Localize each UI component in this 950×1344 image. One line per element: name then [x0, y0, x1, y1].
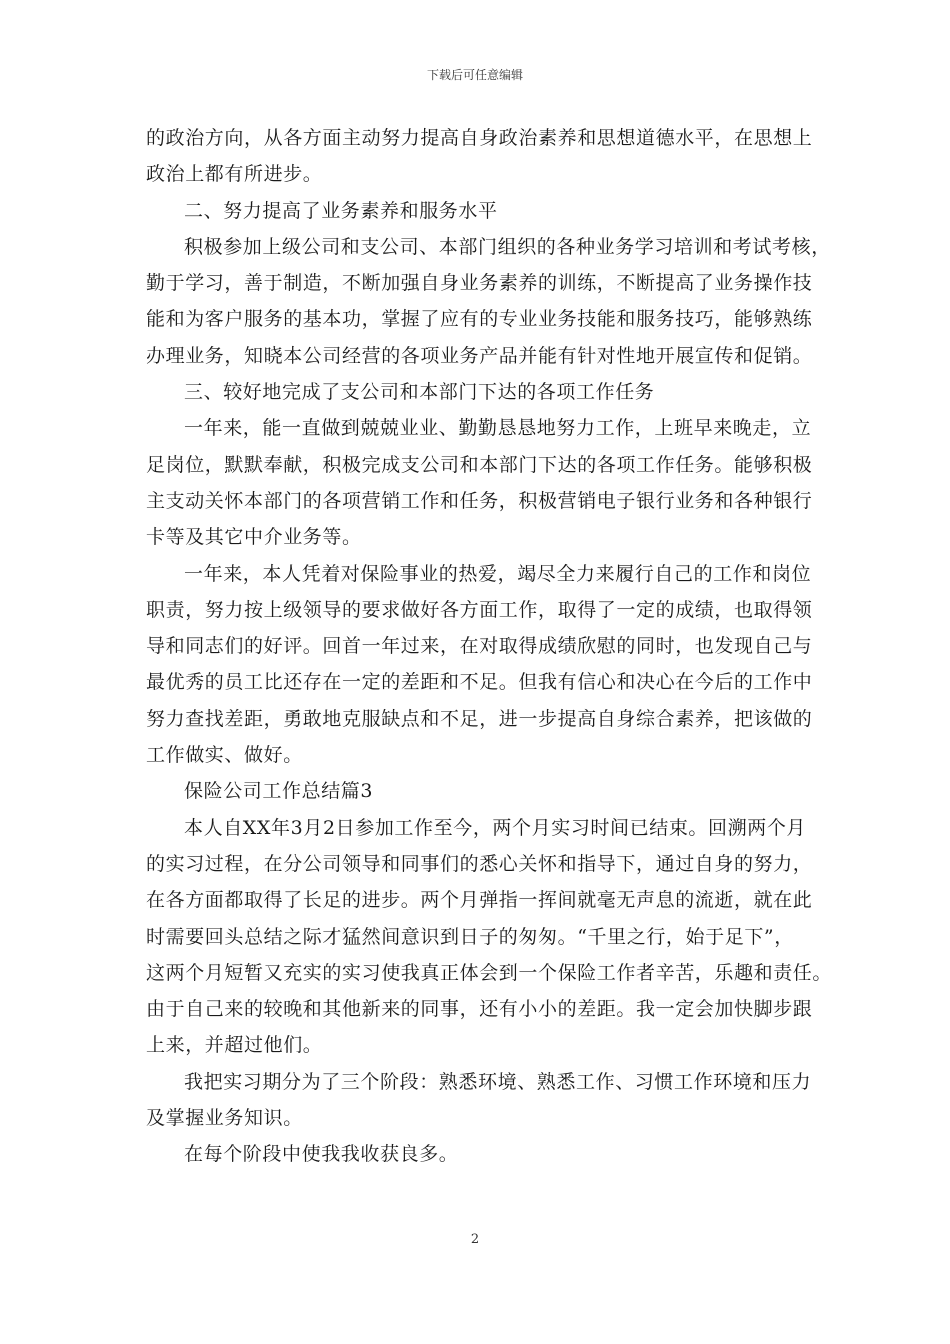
text-line: 的政治方向，从各方面主动努力提高自身政治素养和思想道德水平，在思想上: [146, 127, 813, 149]
page-number: 2: [470, 1232, 480, 1247]
text-line: 在各方面都取得了长足的进步。两个月弹指一挥间就毫无声息的流逝，就在此: [146, 889, 813, 912]
text-line: 足岗位，默默奉献，积极完成支公司和本部门下达的各项工作任务。能够积极: [146, 453, 813, 476]
text-line: 最优秀的员工比还存在一定的差距和不足。但我有信心和决心在今后的工作中: [146, 671, 813, 694]
page-header-note: 下载后可任意编辑: [426, 68, 523, 82]
text-line: 卡等及其它中介业务等。: [146, 526, 362, 549]
text-line: 能和为客户服务的基本功，掌握了应有的专业业务技能和服务技巧，能够熟练: [146, 308, 813, 331]
text-line: 一年来，能一直做到兢兢业业、勤勤恳恳地努力工作，上班早来晚走，立: [184, 417, 812, 440]
text-line: 本人自XX年3月2日参加工作至今，两个月实习时间已结束。回溯两个月: [184, 816, 807, 839]
text-line: 二、努力提高了业务素养和服务水平: [184, 199, 498, 222]
text-line: 办理业务，知晓本公司经营的各项业务产品并能有针对性地开展宣传和促销。: [146, 344, 813, 367]
text-line: 三、较好地完成了支公司和本部门下达的各项工作任务: [184, 381, 655, 404]
text-line: 政治上都有所进步。: [146, 163, 323, 186]
text-line: 努力查找差距，勇敢地克服缺点和不足，进一步提高自身综合素养，把该做的: [146, 707, 813, 730]
text-line: 积极参加上级公司和支公司、本部门组织的各种业务学习培训和考试考核，: [184, 235, 831, 258]
text-line: 上来，并超过他们。: [146, 1034, 323, 1057]
text-line: 由于自己来的较晚和其他新来的同事，还有小小的差距。我一定会加快脚步跟: [146, 998, 813, 1021]
text-line: 的实习过程，在分公司领导和同事们的悉心关怀和指导下，通过自身的努力，: [146, 852, 813, 875]
text-line: 一年来，本人凭着对保险事业的热爱，竭尽全力来履行自己的工作和岗位: [184, 562, 812, 585]
text-line: 工作做实、做好。: [146, 744, 303, 767]
text-line: 保险公司工作总结篇3: [184, 780, 374, 803]
text-line: 及掌握业务知识。: [146, 1107, 303, 1130]
text-line: 这两个月短暂又充实的实习使我真正体会到一个保险工作者辛苦，乐趣和责任。: [146, 961, 833, 984]
text-line: 主支动关怀本部门的各项营销工作和任务，积极营销电子银行业务和各种银行: [146, 489, 813, 512]
text-line: 时需要回头总结之际才猛然间意识到日子的匆匆。“千里之行，始于足下”，: [146, 925, 794, 948]
text-line: 在每个阶段中使我我收获良多。: [184, 1143, 459, 1166]
text-line: 职责，努力按上级领导的要求做好各方面工作，取得了一定的成绩，也取得领: [146, 598, 813, 621]
text-line: 勤于学习，善于制造，不断加强自身业务素养的训练，不断提高了业务操作技: [146, 272, 813, 295]
text-line: 我把实习期分为了三个阶段：熟悉环境、熟悉工作、习惯工作环境和压力: [184, 1070, 812, 1093]
text-line: 导和同志们的好评。回首一年过来，在对取得成绩欣慰的同时，也发现自己与: [146, 635, 813, 658]
document-body: [146, 120, 833, 1173]
